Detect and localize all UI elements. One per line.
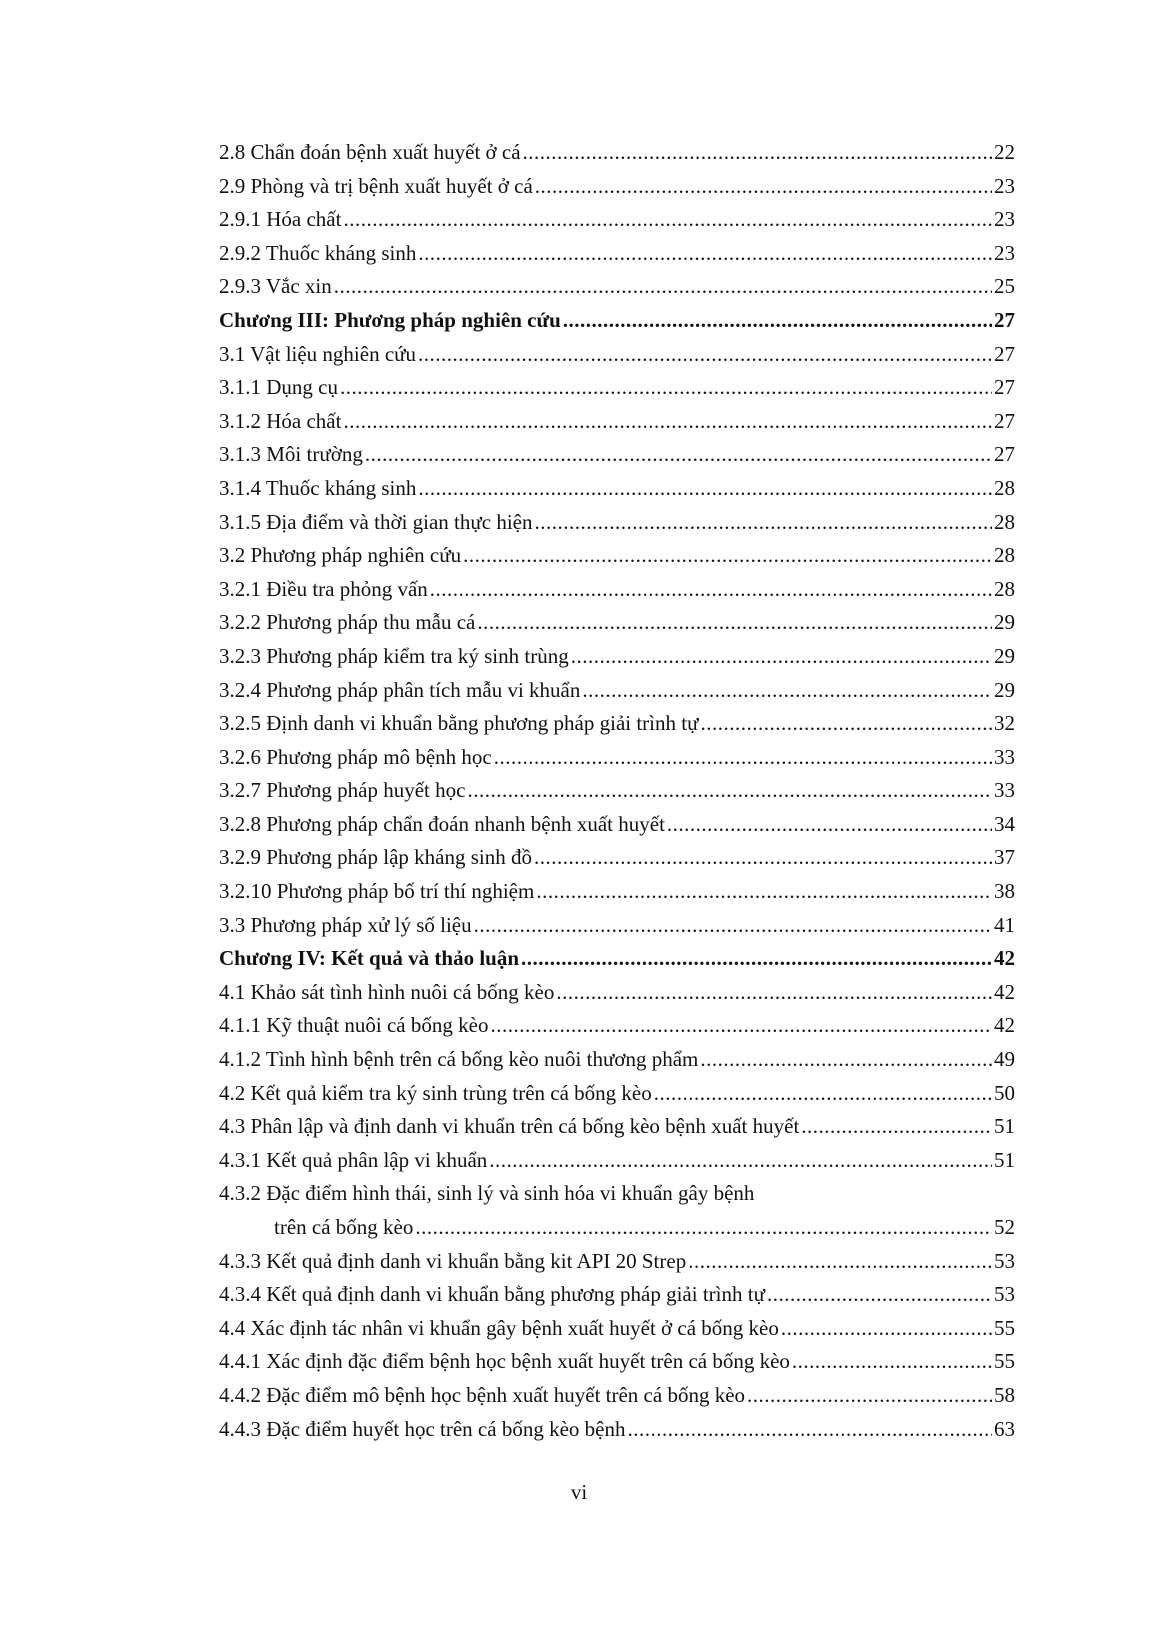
toc-leader-dots xyxy=(521,942,992,976)
toc-entry-title: 2.9.3 Vắc xin xyxy=(219,274,332,299)
toc-entry[interactable] xyxy=(219,1009,1015,1043)
toc-entry[interactable] xyxy=(219,942,1015,976)
toc-entry[interactable] xyxy=(219,203,1015,237)
toc-leader-dots xyxy=(654,1077,992,1111)
toc-entry-page: 23 xyxy=(994,207,1015,232)
toc-leader-dots xyxy=(667,808,992,842)
toc-entry[interactable] xyxy=(219,405,1015,439)
toc-leader-dots xyxy=(563,304,992,338)
toc-entry[interactable] xyxy=(219,674,1015,708)
toc-entry-title: 4.3.4 Kết quả định danh vi khuẩn bằng phương pháp giải trình tự xyxy=(219,1282,765,1307)
toc-entry-title: 3.2.2 Phương pháp thu mẫu cá xyxy=(219,610,476,635)
toc-entry-page: 53 xyxy=(994,1248,1015,1273)
toc-entry-page: 53 xyxy=(994,1282,1015,1307)
toc-entry[interactable] xyxy=(219,1177,1015,1211)
toc-entry[interactable] xyxy=(219,573,1015,607)
toc-leader-dots xyxy=(418,338,992,372)
toc-entry-page: 42 xyxy=(994,1013,1015,1038)
toc-entry[interactable] xyxy=(219,1312,1015,1346)
toc-leader-dots xyxy=(343,203,992,237)
toc-entry[interactable] xyxy=(219,640,1015,674)
toc-entry-page: 33 xyxy=(994,778,1015,803)
toc-entry-page: 22 xyxy=(994,140,1015,164)
toc-entry-title: 3.2.1 Điều tra phỏng vấn xyxy=(219,576,428,601)
toc-entry-title: 4.4.1 Xác định đặc điểm bệnh học bệnh xuất huyết trên cá bống kèo xyxy=(219,1349,790,1374)
toc-entry[interactable] xyxy=(219,304,1015,338)
toc-entry-title: 3.2.7 Phương pháp huyết học xyxy=(219,778,466,803)
toc-entry-page: 23 xyxy=(994,240,1015,265)
toc-leader-dots xyxy=(688,1245,992,1279)
toc-entry-title: Chương III: Phương pháp nghiên cứu xyxy=(219,307,561,332)
toc-entry-page: 41 xyxy=(994,912,1015,937)
toc-leader-dots xyxy=(430,573,992,607)
toc-entry[interactable] xyxy=(219,909,1015,943)
toc-entry[interactable] xyxy=(219,875,1015,909)
toc-entry-title: 3.1.4 Thuốc kháng sinh xyxy=(219,475,417,500)
page-number: vi xyxy=(570,1480,588,1504)
toc-entry-page: 38 xyxy=(994,879,1015,904)
toc-entry-page: 50 xyxy=(994,1080,1015,1105)
toc-entry[interactable] xyxy=(219,338,1015,372)
toc-entry-page: 28 xyxy=(994,509,1015,534)
toc-entry-title: 4.4 Xác định tác nhân vi khuẩn gây bệnh xuất huyết ở cá bống kèo xyxy=(219,1315,779,1340)
toc-leader-dots xyxy=(571,640,992,674)
toc-entry[interactable] xyxy=(219,438,1015,472)
toc-entry-title: 3.2.6 Phương pháp mô bệnh học xyxy=(219,744,492,769)
toc-leader-dots xyxy=(536,875,992,909)
toc-entry-page: 33 xyxy=(994,744,1015,769)
toc-entry-title: 4.3 Phân lập và định danh vi khuẩn trên cá bống kèo bệnh xuất huyết xyxy=(219,1114,800,1139)
toc-leader-dots xyxy=(535,506,992,540)
toc-leader-dots xyxy=(792,1345,992,1379)
toc-entry-title: 3.1.1 Dụng cụ xyxy=(219,375,338,400)
toc-entry-title: trên cá bống kèo xyxy=(274,1215,414,1239)
toc-entry[interactable] xyxy=(219,1345,1015,1379)
toc-leader-dots xyxy=(477,606,992,640)
toc-leader-dots xyxy=(490,1009,992,1043)
toc-entry-title: 2.9 Phòng và trị bệnh xuất huyết ở cá xyxy=(219,173,533,198)
toc-leader-dots xyxy=(334,270,992,304)
toc-leader-dots xyxy=(418,237,992,271)
table-of-contents xyxy=(219,136,1015,1446)
toc-entry-title: 4.3.1 Kết quả phân lập vi khuẩn xyxy=(219,1147,488,1172)
toc-entry[interactable] xyxy=(219,841,1015,875)
toc-entry-page: 23 xyxy=(994,173,1015,198)
toc-entry-page: 63 xyxy=(994,1416,1015,1441)
toc-leader-dots xyxy=(343,405,992,439)
toc-leader-dots xyxy=(494,741,992,775)
toc-entry[interactable] xyxy=(219,1379,1015,1413)
toc-entry-title: 4.4.3 Đặc điểm huyết học trên cá bống kèo bệnh xyxy=(219,1416,626,1441)
toc-entry-page: 27 xyxy=(994,307,1015,332)
toc-entry-title: 3.1.2 Hóa chất xyxy=(219,408,342,433)
toc-leader-dots xyxy=(340,371,992,405)
toc-entry[interactable] xyxy=(219,1245,1015,1279)
toc-entry-title: 4.1.2 Tình hình bệnh trên cá bống kèo nuôi thương phẩm xyxy=(219,1047,699,1072)
toc-entry-page: 55 xyxy=(994,1315,1015,1340)
toc-leader-dots xyxy=(523,136,992,170)
toc-entry-page: 52 xyxy=(994,1215,1015,1239)
toc-entry[interactable] xyxy=(219,606,1015,640)
toc-entry-page: 27 xyxy=(994,341,1015,366)
toc-leader-dots xyxy=(767,1278,992,1312)
toc-entry[interactable] xyxy=(219,1043,1015,1077)
toc-entry-title: 3.2.9 Phương pháp lập kháng sinh đồ xyxy=(219,845,532,870)
toc-leader-dots xyxy=(627,1413,992,1447)
toc-entry-page: 25 xyxy=(994,274,1015,299)
toc-leader-dots xyxy=(700,1043,992,1077)
toc-entry-page: 42 xyxy=(994,946,1015,971)
toc-entry[interactable] xyxy=(219,1278,1015,1312)
toc-leader-dots xyxy=(801,1110,992,1144)
toc-entry[interactable] xyxy=(219,1144,1015,1178)
toc-entry-page: 42 xyxy=(994,979,1015,1004)
toc-leader-dots xyxy=(556,976,992,1010)
toc-entry-page: 28 xyxy=(994,543,1015,568)
toc-entry-page: 28 xyxy=(994,576,1015,601)
toc-entry-page: 55 xyxy=(994,1349,1015,1374)
toc-entry-title: 3.1.5 Địa điểm và thời gian thực hiện xyxy=(219,509,533,534)
toc-entry[interactable] xyxy=(219,1110,1015,1144)
toc-entry-title: 3.2.8 Phương pháp chẩn đoán nhanh bệnh xuất huyết xyxy=(219,811,665,836)
toc-entry-title: 2.9.1 Hóa chất xyxy=(219,207,342,232)
toc-entry-page: 32 xyxy=(994,711,1015,736)
toc-entry-title: 4.4.2 Đặc điểm mô bệnh học bệnh xuất huyết trên cá bống kèo xyxy=(219,1382,746,1407)
toc-entry-page: 29 xyxy=(994,643,1015,668)
toc-entry[interactable] xyxy=(219,1077,1015,1111)
toc-leader-dots xyxy=(582,674,992,708)
toc-entry-page: 27 xyxy=(994,442,1015,467)
toc-leader-dots xyxy=(747,1379,992,1413)
toc-entry-page: 34 xyxy=(994,811,1015,836)
toc-leader-dots xyxy=(781,1312,992,1346)
toc-entry[interactable] xyxy=(219,976,1015,1010)
toc-entry-title: 3.2.4 Phương pháp phân tích mẫu vi khuẩn xyxy=(219,677,581,702)
toc-leader-dots xyxy=(415,1211,992,1245)
toc-entry-page: 58 xyxy=(994,1382,1015,1407)
toc-entry-page: 49 xyxy=(994,1047,1015,1072)
toc-entry-page: 27 xyxy=(994,408,1015,433)
toc-entry-title: 3.2.5 Định danh vi khuẩn bằng phương pháp giải trình tự xyxy=(219,711,699,736)
toc-leader-dots xyxy=(535,170,992,204)
toc-entry-title: 2.8 Chẩn đoán bệnh xuất huyết ở cá xyxy=(219,140,521,164)
toc-entry-title: 4.3.2 Đặc điểm hình thái, sinh lý và sinh hóa vi khuẩn gây bệnh xyxy=(219,1181,755,1206)
toc-entry[interactable] xyxy=(219,1211,1015,1245)
toc-entry[interactable] xyxy=(219,1413,1015,1447)
toc-entry[interactable] xyxy=(219,472,1015,506)
toc-entry[interactable] xyxy=(219,136,1015,170)
toc-entry-title: 3.3 Phương pháp xử lý số liệu xyxy=(219,912,472,937)
toc-entry[interactable] xyxy=(219,237,1015,271)
toc-entry-title: 2.9.2 Thuốc kháng sinh xyxy=(219,240,417,265)
toc-leader-dots xyxy=(700,707,992,741)
toc-entry-title: 3.1 Vật liệu nghiên cứu xyxy=(219,341,417,366)
toc-entry-title: 4.3.3 Kết quả định danh vi khuẩn bằng kit API 20 Strep xyxy=(219,1248,687,1273)
toc-entry-title: 4.1.1 Kỹ thuật nuôi cá bống kèo xyxy=(219,1013,489,1038)
toc-entry[interactable] xyxy=(219,741,1015,775)
toc-entry-page: 29 xyxy=(994,610,1015,635)
toc-leader-dots xyxy=(365,438,992,472)
toc-entry-title: 3.2.10 Phương pháp bố trí thí nghiệm xyxy=(219,879,535,904)
toc-entry[interactable] xyxy=(219,371,1015,405)
toc-entry-title: Chương IV: Kết quả và thảo luận xyxy=(219,946,520,971)
toc-leader-dots xyxy=(467,774,992,808)
toc-entry-page: 51 xyxy=(994,1147,1015,1172)
toc-entry[interactable] xyxy=(219,270,1015,304)
toc-leader-dots xyxy=(534,841,992,875)
toc-entry-title: 3.2.3 Phương pháp kiểm tra ký sinh trùng xyxy=(219,643,569,668)
toc-entry[interactable] xyxy=(219,774,1015,808)
toc-leader-dots xyxy=(489,1144,992,1178)
toc-entry-page: 27 xyxy=(994,375,1015,400)
toc-entry[interactable] xyxy=(219,707,1015,741)
toc-entry[interactable] xyxy=(219,506,1015,540)
toc-entry[interactable] xyxy=(219,170,1015,204)
toc-entry-title: 4.1 Khảo sát tình hình nuôi cá bống kèo xyxy=(219,979,555,1004)
toc-entry[interactable] xyxy=(219,808,1015,842)
toc-entry-title: 3.2 Phương pháp nghiên cứu xyxy=(219,543,462,568)
toc-leader-dots xyxy=(474,909,992,943)
toc-entry-page: 37 xyxy=(994,845,1015,870)
toc-entry-title: 4.2 Kết quả kiểm tra ký sinh trùng trên cá bống kèo xyxy=(219,1080,652,1105)
toc-entry-title: 3.1.3 Môi trường xyxy=(219,442,363,467)
toc-leader-dots xyxy=(418,472,992,506)
toc-entry-page: 51 xyxy=(994,1114,1015,1139)
toc-entry-page: 28 xyxy=(994,475,1015,500)
toc-entry-page: 29 xyxy=(994,677,1015,702)
toc-leader-dots xyxy=(463,539,992,573)
toc-entry[interactable] xyxy=(219,539,1015,573)
